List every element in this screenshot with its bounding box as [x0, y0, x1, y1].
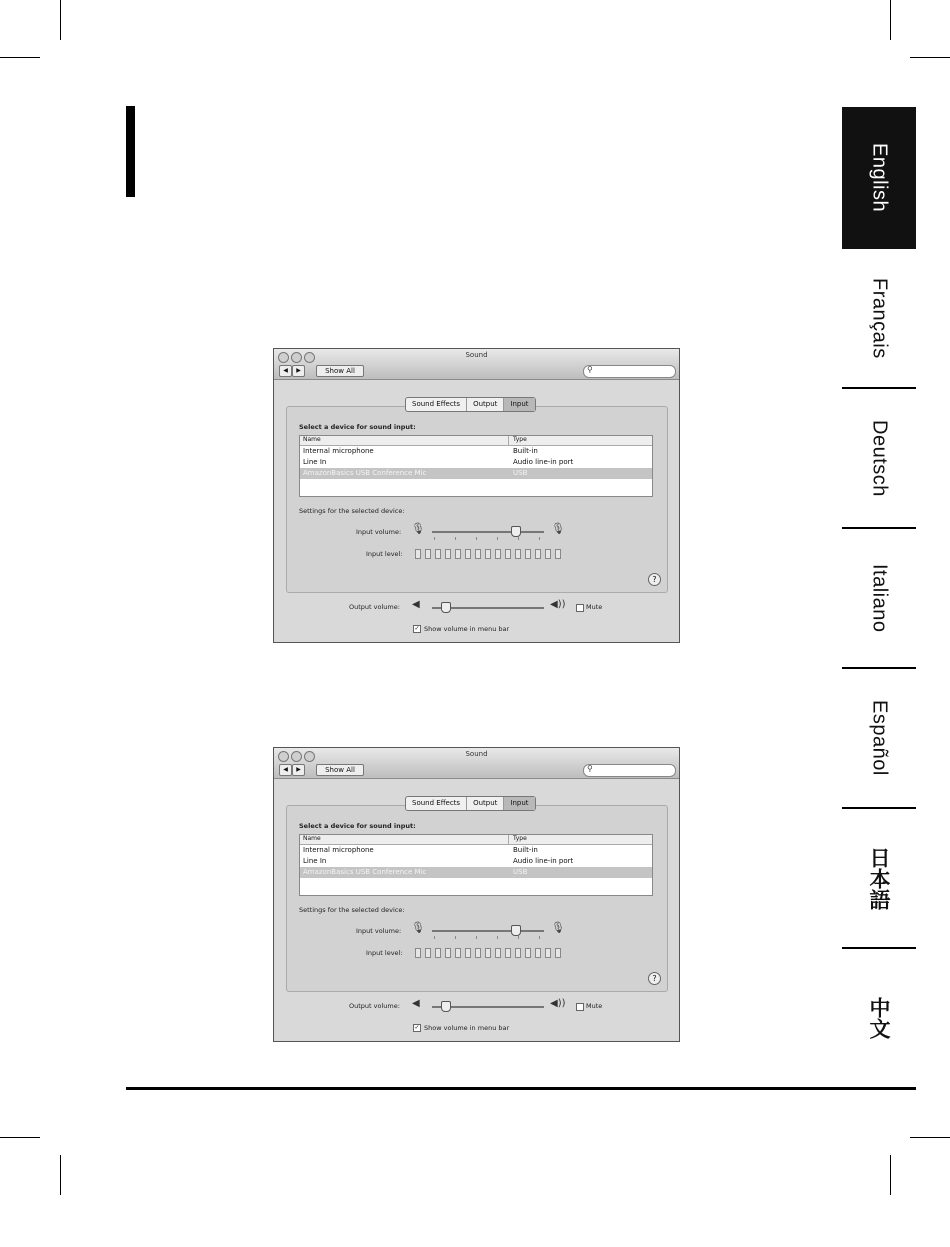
- section-marker-bar: [126, 106, 135, 197]
- input-volume-track[interactable]: [432, 531, 544, 533]
- device-type: Built-in: [513, 846, 538, 854]
- tab-bar: [405, 796, 536, 811]
- window-title: Sound: [465, 750, 488, 758]
- select-device-label: Select a device for sound input:: [299, 423, 416, 431]
- level-segment: [415, 549, 421, 559]
- output-volume-label: Output volume:: [349, 1002, 400, 1010]
- lang-tab-label: 中文: [867, 997, 891, 1039]
- level-segment: [525, 948, 531, 958]
- window-title: Sound: [465, 351, 488, 359]
- microphone-low-icon: 🎙: [411, 522, 425, 535]
- table-header: [300, 835, 652, 845]
- back-button[interactable]: ◀: [279, 365, 292, 377]
- column-header-name[interactable]: Name: [303, 436, 321, 443]
- show-volume-checkbox[interactable]: ✓: [414, 1024, 420, 1031]
- crop-mark: [890, 0, 891, 40]
- sound-preferences-window: [273, 747, 680, 1042]
- help-button[interactable]: ?: [648, 573, 661, 586]
- device-name: Line In: [303, 857, 327, 865]
- output-volume-knob[interactable]: [441, 602, 451, 613]
- table-header: [300, 436, 652, 446]
- device-name: Internal microphone: [303, 447, 374, 455]
- title-bar: [274, 349, 679, 380]
- search-field[interactable]: [583, 764, 676, 777]
- lang-tab-japanese[interactable]: [842, 809, 916, 947]
- tab-sound-effects[interactable]: Sound Effects: [406, 398, 467, 411]
- level-segment: [425, 948, 431, 958]
- device-name: Internal microphone: [303, 846, 374, 854]
- table-row[interactable]: [300, 468, 652, 479]
- column-header-name[interactable]: Name: [303, 835, 321, 842]
- search-icon: ⚲: [587, 365, 593, 374]
- mute-checkbox[interactable]: [576, 604, 584, 612]
- forward-button[interactable]: ▶: [292, 365, 305, 377]
- mute-label: Mute: [586, 603, 603, 611]
- input-volume-track[interactable]: [432, 930, 544, 932]
- lang-tab-label: Italiano: [868, 563, 891, 633]
- slider-tick: [497, 537, 498, 540]
- table-row[interactable]: [300, 845, 652, 856]
- crop-mark: [0, 57, 40, 58]
- table-row[interactable]: [300, 867, 652, 878]
- slider-tick: [539, 537, 540, 540]
- level-segment: [545, 549, 551, 559]
- tab-bar: [405, 397, 536, 412]
- level-segment: [435, 549, 441, 559]
- lang-tab-label: 日本語: [867, 846, 891, 910]
- level-segment: [445, 948, 451, 958]
- level-segment: [505, 948, 511, 958]
- input-level-label: Input level:: [366, 949, 403, 957]
- level-segment: [415, 948, 421, 958]
- level-segment: [475, 948, 481, 958]
- level-segment: [445, 549, 451, 559]
- tab-sound-effects[interactable]: Sound Effects: [406, 797, 467, 810]
- column-divider: [508, 835, 509, 844]
- lang-tab-italiano[interactable]: [842, 529, 916, 667]
- level-segment: [535, 948, 541, 958]
- input-volume-knob[interactable]: [511, 925, 521, 936]
- level-segment: [435, 948, 441, 958]
- input-level-label: Input level:: [366, 550, 403, 558]
- lang-tab-label: Español: [868, 700, 891, 776]
- search-field[interactable]: [583, 365, 676, 378]
- crop-mark: [0, 1137, 40, 1138]
- show-volume-checkbox[interactable]: ✓: [414, 625, 420, 632]
- settings-label: Settings for the selected device:: [299, 507, 405, 515]
- device-type: Audio line-in port: [513, 458, 574, 466]
- level-segment: [535, 549, 541, 559]
- level-segment: [485, 948, 491, 958]
- forward-button[interactable]: ▶: [292, 764, 305, 776]
- lang-tab-label: Deutsch: [868, 419, 891, 497]
- crop-mark: [60, 0, 61, 40]
- level-segment: [495, 549, 501, 559]
- lang-tab-label: Français: [868, 277, 891, 359]
- show-all-button[interactable]: Show All: [316, 764, 364, 776]
- select-device-label: Select a device for sound input:: [299, 822, 416, 830]
- slider-tick: [539, 936, 540, 939]
- table-row[interactable]: [300, 856, 652, 867]
- tab-output[interactable]: Output: [467, 398, 504, 411]
- speaker-low-icon: ◀: [412, 998, 420, 1009]
- slider-tick: [455, 537, 456, 540]
- level-segment: [555, 549, 561, 559]
- back-button[interactable]: ◀: [279, 764, 292, 776]
- level-segment: [465, 549, 471, 559]
- slider-tick: [434, 936, 435, 939]
- level-segment: [545, 948, 551, 958]
- level-segment: [495, 948, 501, 958]
- slider-tick: [455, 936, 456, 939]
- slider-tick: [518, 936, 519, 939]
- level-segment: [455, 948, 461, 958]
- tab-input[interactable]: Input: [504, 398, 534, 411]
- crop-mark: [60, 1155, 61, 1195]
- slider-tick: [476, 537, 477, 540]
- column-header-type[interactable]: Type: [513, 835, 527, 842]
- output-volume-knob[interactable]: [441, 1001, 451, 1012]
- level-segment: [455, 549, 461, 559]
- level-segment: [485, 549, 491, 559]
- speaker-high-icon: ◀)): [550, 599, 566, 610]
- slider-tick: [476, 936, 477, 939]
- show-volume-label: Show volume in menu bar: [424, 625, 510, 633]
- microphone-high-icon: 🎙: [551, 522, 565, 535]
- title-bar: [274, 748, 679, 779]
- input-volume-knob[interactable]: [511, 526, 521, 537]
- lang-tab-chinese[interactable]: [842, 949, 916, 1087]
- device-type: Audio line-in port: [513, 857, 574, 865]
- output-volume-label: Output volume:: [349, 603, 400, 611]
- crop-mark: [890, 1155, 891, 1195]
- level-segment: [505, 549, 511, 559]
- level-segment: [555, 948, 561, 958]
- level-segment: [475, 549, 481, 559]
- bottom-rule: [126, 1087, 916, 1090]
- column-header-type[interactable]: Type: [513, 436, 527, 443]
- device-table: [299, 834, 653, 896]
- device-name: Line In: [303, 458, 327, 466]
- help-button[interactable]: ?: [648, 972, 661, 985]
- lang-tab-label: English: [868, 143, 891, 213]
- microphone-high-icon: 🎙: [551, 921, 565, 934]
- input-volume-label: Input volume:: [356, 528, 402, 536]
- device-name: AmazonBasics USB Conference Mic: [303, 469, 427, 477]
- crop-mark: [910, 57, 950, 58]
- table-row[interactable]: [300, 446, 652, 457]
- table-row[interactable]: [300, 457, 652, 468]
- level-segment: [425, 549, 431, 559]
- show-volume-label: Show volume in menu bar: [424, 1024, 510, 1032]
- tab-input[interactable]: Input: [504, 797, 534, 810]
- device-table: [299, 435, 653, 497]
- crop-mark: [910, 1137, 950, 1138]
- level-segment: [465, 948, 471, 958]
- settings-label: Settings for the selected device:: [299, 906, 405, 914]
- device-type: Built-in: [513, 447, 538, 455]
- level-segment: [525, 549, 531, 559]
- lang-tab-english[interactable]: [842, 107, 916, 249]
- speaker-low-icon: ◀: [412, 599, 420, 610]
- device-type: USB: [513, 469, 528, 477]
- lang-tab-francais[interactable]: [842, 249, 916, 387]
- slider-tick: [434, 537, 435, 540]
- lang-tab-espanol[interactable]: [842, 669, 916, 807]
- search-icon: ⚲: [587, 764, 593, 773]
- slider-tick: [518, 537, 519, 540]
- show-all-button[interactable]: Show All: [316, 365, 364, 377]
- sound-preferences-window: [273, 348, 680, 643]
- lang-tab-deutsch[interactable]: [842, 389, 916, 527]
- device-name: AmazonBasics USB Conference Mic: [303, 868, 427, 876]
- microphone-low-icon: 🎙: [411, 921, 425, 934]
- tab-output[interactable]: Output: [467, 797, 504, 810]
- level-segment: [515, 549, 521, 559]
- speaker-high-icon: ◀)): [550, 998, 566, 1009]
- level-segment: [515, 948, 521, 958]
- input-volume-label: Input volume:: [356, 927, 402, 935]
- device-type: USB: [513, 868, 528, 876]
- mute-label: Mute: [586, 1002, 603, 1010]
- mute-checkbox[interactable]: [576, 1003, 584, 1011]
- column-divider: [508, 436, 509, 445]
- slider-tick: [497, 936, 498, 939]
